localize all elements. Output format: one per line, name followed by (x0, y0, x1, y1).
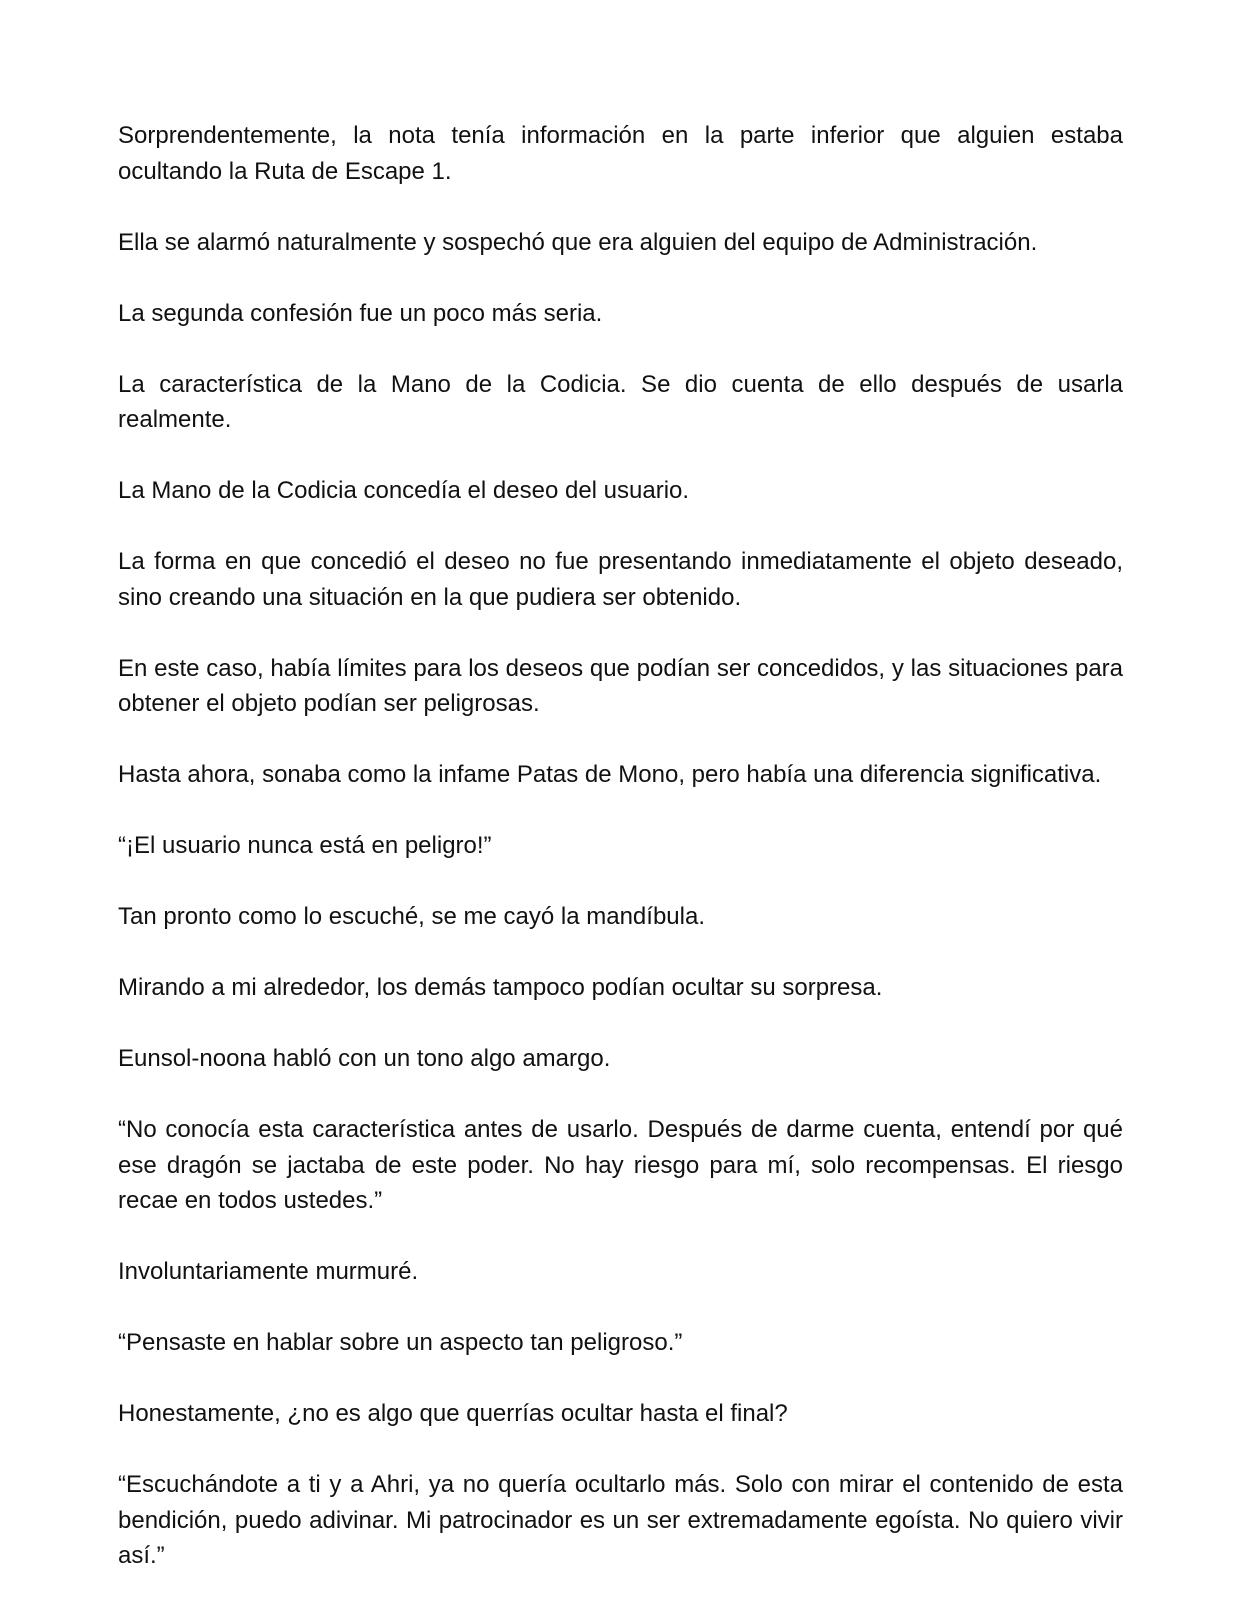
paragraph: Hasta ahora, sonaba como la infame Patas de Mono, pero había una diferencia significativa. (118, 761, 1102, 788)
paragraph: La forma en que concedió el deseo no fue presentando inmediatamente el objeto deseado, sino creando una situación en la que pudiera ser obtenido. (118, 548, 1123, 611)
paragraph: Honestamente, ¿no es algo que querrías ocultar hasta el final? (118, 1400, 788, 1427)
paragraph: Eunsol-noona habló con un tono algo amargo. (118, 1045, 611, 1072)
paragraph: En este caso, había límites para los deseos que podían ser concedidos, y las situaciones para obtener el objeto podían ser peligrosas. (118, 654, 1123, 717)
paragraph: Sorprendentemente, la nota tenía información en la parte inferior que alguien estaba ocultando la Ruta de Escape 1. (118, 122, 1123, 185)
paragraph: La característica de la Mano de la Codicia. Se dio cuenta de ello después de usarla realmente. (118, 370, 1123, 433)
paragraph: Mirando a mi alrededor, los demás tampoco podían ocultar su sorpresa. (118, 974, 883, 1001)
paragraph: “Pensaste en hablar sobre un aspecto tan peligroso.” (118, 1329, 683, 1356)
paragraph: Tan pronto como lo escuché, se me cayó la mandíbula. (118, 903, 705, 930)
paragraph: “Escuchándote a ti y a Ahri, ya no quería ocultarlo más. Solo con mirar el contenido de esta bendición, puedo adivinar. Mi patrocinador es un ser extremadamente egoísta. No quiero vivir así.” (118, 1471, 1123, 1569)
document-body (118, 118, 1123, 1574)
paragraph: La segunda confesión fue un poco más seria. (118, 299, 603, 327)
paragraph: Involuntariamente murmuré. (118, 1258, 419, 1285)
paragraph: “No conocía esta característica antes de usarlo. Después de darme cuenta, entendí por qué ese dragón se jactaba de este poder. No hay riesgo para mí, solo recompensas. El riesgo recae en todos ustedes.” (118, 1116, 1123, 1214)
paragraph: Ella se alarmó naturalmente y sospechó que era alguien del equipo de Administración. (118, 228, 1038, 256)
paragraph: La Mano de la Codicia concedía el deseo del usuario. (118, 477, 690, 504)
paragraph: “¡El usuario nunca está en peligro!” (118, 832, 492, 859)
